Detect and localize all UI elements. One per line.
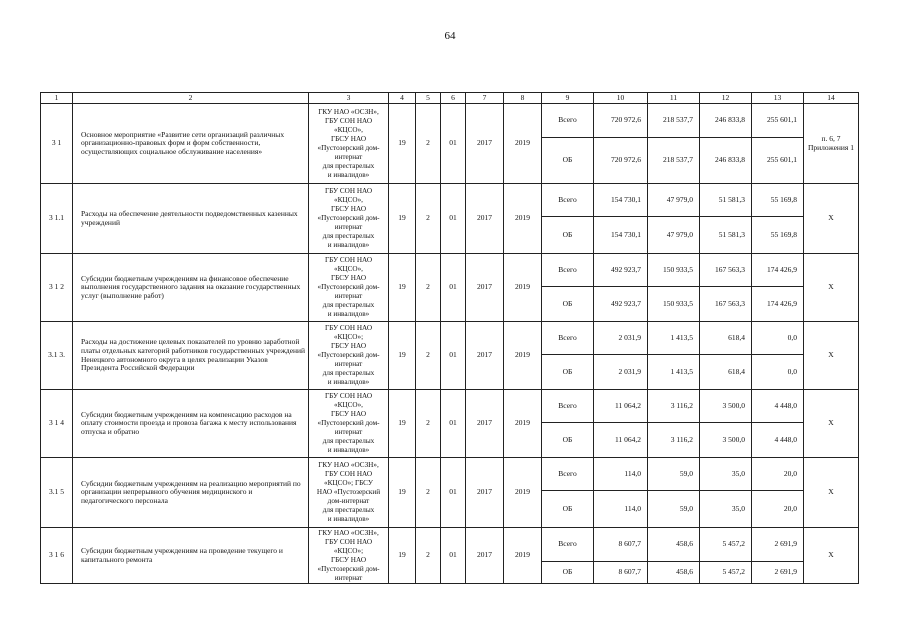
activity-name: Основное мероприятие «Развитие сети организаций различных организационно-правовых форм и форм собственности, осуществляющих социальное обслуживание населения» <box>73 104 309 184</box>
note-line: Х <box>828 350 834 360</box>
executor-line: ГБУ СОН НАО <box>324 470 373 478</box>
code-c6: 01 <box>441 104 466 184</box>
executor-cell <box>309 528 389 584</box>
executor-line: ГКУ НАО «ОСЗН», <box>318 461 379 469</box>
amount-ob-v13: 174 426,9 <box>752 287 804 322</box>
code-c6: 01 <box>441 184 466 254</box>
fund-label-ob: ОБ <box>542 491 594 528</box>
row-number: 3 1 2 <box>41 254 73 322</box>
amount-total-v13: 55 169,8 <box>752 184 804 217</box>
amount-ob-v12: 35,0 <box>700 491 752 528</box>
header-cell: 6 <box>441 93 466 104</box>
activity-name: Субсидии бюджетным учреждениям на реализацию мероприятий по организации непрерывного обучения медицинского и педагогического персонала <box>73 458 309 528</box>
table-body <box>41 93 859 584</box>
amount-ob-v10: 154 730,1 <box>594 217 648 254</box>
amount-ob-v10: 720 972,6 <box>594 138 648 184</box>
table-row <box>41 184 859 217</box>
executor-line: ГБСУ НАО <box>330 134 367 143</box>
executor-line: и инвалидов» <box>327 170 370 179</box>
amount-total-v12: 618,4 <box>700 322 752 355</box>
executor-line: «Пустозерский дом- <box>317 419 380 427</box>
amount-ob-v12: 51 581,3 <box>700 217 752 254</box>
executor-cell <box>309 104 389 184</box>
fund-label-total: Всего <box>542 528 594 562</box>
amount-total-v11: 3 116,2 <box>648 390 700 423</box>
header-cell: 11 <box>648 93 700 104</box>
executor-line: интернат <box>334 360 363 368</box>
row-number: 3.1 5 <box>41 458 73 528</box>
executor-line: для престарелых <box>322 161 375 170</box>
header-row <box>41 93 859 104</box>
note-cell <box>804 104 859 184</box>
amount-ob-v10: 2 031,9 <box>594 355 648 390</box>
amount-ob-v13: 0,0 <box>752 355 804 390</box>
executor-line: «Пустозерский дом- <box>317 143 380 152</box>
header-cell: 12 <box>700 93 752 104</box>
amount-ob-v10: 492 923,7 <box>594 287 648 322</box>
amount-total-v10: 154 730,1 <box>594 184 648 217</box>
amount-ob-v12: 246 833,8 <box>700 138 752 184</box>
code-c8: 2019 <box>504 184 542 254</box>
code-c4: 19 <box>389 104 416 184</box>
code-c5: 2 <box>416 104 441 184</box>
amount-ob-v13: 55 169,8 <box>752 217 804 254</box>
amount-ob-v11: 1 413,5 <box>648 355 700 390</box>
amount-total-v11: 47 979,0 <box>648 184 700 217</box>
executor-line: «Пустозерский дом- <box>317 214 380 222</box>
executor-line: и инвалидов» <box>327 310 370 318</box>
header-cell: 5 <box>416 93 441 104</box>
page-number: 64 <box>444 30 456 42</box>
amount-total-v13: 2 691,9 <box>752 528 804 562</box>
note-line: Х <box>828 282 834 292</box>
header-cell: 3 <box>309 93 389 104</box>
amount-total-v12: 51 581,3 <box>700 184 752 217</box>
amount-ob-v13: 255 601,1 <box>752 138 804 184</box>
code-c4: 19 <box>389 528 416 584</box>
executor-cell <box>309 322 389 390</box>
code-c6: 01 <box>441 390 466 458</box>
note-cell <box>804 184 859 254</box>
note-cell <box>804 254 859 322</box>
table-row <box>41 322 859 355</box>
fund-label-ob: ОБ <box>542 562 594 584</box>
row-number: 3 1 4 <box>41 390 73 458</box>
executor-cell <box>309 458 389 528</box>
executor-line: «КЦСО», <box>334 265 363 273</box>
fund-label-ob: ОБ <box>542 217 594 254</box>
header-cell: 1 <box>41 93 73 104</box>
executor-line: интернат <box>334 152 363 161</box>
executor-cell <box>309 390 389 458</box>
fund-label-total: Всего <box>542 458 594 491</box>
amount-ob-v10: 8 607,7 <box>594 562 648 584</box>
note-line: Х <box>828 418 834 428</box>
header-cell: 14 <box>804 93 859 104</box>
amount-ob-v13: 20,0 <box>752 491 804 528</box>
header-cell: 9 <box>542 93 594 104</box>
executor-cell <box>309 254 389 322</box>
table-row <box>41 528 859 562</box>
table-row <box>41 458 859 491</box>
code-c5: 2 <box>416 184 441 254</box>
fund-label-ob: ОБ <box>542 355 594 390</box>
amount-ob-v10: 114,0 <box>594 491 648 528</box>
code-c5: 2 <box>416 458 441 528</box>
code-c7: 2017 <box>466 528 504 584</box>
amount-total-v12: 5 457,2 <box>700 528 752 562</box>
executor-cell <box>309 184 389 254</box>
activity-name: Расходы на обеспечение деятельности подведомственных казенных учреждений <box>73 184 309 254</box>
activity-name: Субсидии бюджетным учреждениям на финансовое обеспечение выполнения государственного задания на оказание государственных услуг (выполнение работ) <box>73 254 309 322</box>
amount-total-v11: 1 413,5 <box>648 322 700 355</box>
executor-line: ГБСУ НАО <box>330 555 367 564</box>
table-row <box>41 104 859 138</box>
activity-name: Субсидии бюджетным учреждениям на проведение текущего и капитального ремонта <box>73 528 309 584</box>
executor-line: ГКУ НАО «ОСЗН», <box>318 107 379 116</box>
code-c5: 2 <box>416 322 441 390</box>
row-number: 3 1 <box>41 104 73 184</box>
executor-line: ГБУ СОН НАО <box>324 256 373 264</box>
executor-line: «Пустозерский дом- <box>317 564 380 573</box>
code-c7: 2017 <box>466 390 504 458</box>
executor-line: НАО «Пустозерский <box>316 488 381 496</box>
amount-total-v13: 174 426,9 <box>752 254 804 287</box>
executor-line: для престарелых <box>322 506 375 514</box>
executor-line: ГБУ СОН НАО <box>324 324 373 332</box>
code-c8: 2019 <box>504 458 542 528</box>
amount-total-v11: 458,6 <box>648 528 700 562</box>
code-c6: 01 <box>441 528 466 584</box>
header-cell: 7 <box>466 93 504 104</box>
executor-line: интернат <box>334 573 363 582</box>
executor-line: интернат <box>334 223 363 231</box>
executor-line: ГБУ СОН НАО <box>324 187 373 195</box>
code-c7: 2017 <box>466 322 504 390</box>
code-c4: 19 <box>389 184 416 254</box>
program-table <box>40 92 859 584</box>
executor-line: для престарелых <box>322 369 375 377</box>
code-c6: 01 <box>441 322 466 390</box>
executor-line: для престарелых <box>322 232 375 240</box>
amount-total-v11: 150 933,5 <box>648 254 700 287</box>
fund-label-total: Всего <box>542 322 594 355</box>
executor-line: ГКУ НАО «ОСЗН», <box>318 528 379 537</box>
executor-line: и инвалидов» <box>327 515 370 523</box>
code-c4: 19 <box>389 390 416 458</box>
note-line: Приложения 1 <box>808 142 854 152</box>
amount-total-v10: 720 972,6 <box>594 104 648 138</box>
executor-line: ГБСУ НАО <box>330 205 367 213</box>
executor-line: «Пустозерский дом- <box>317 283 380 291</box>
row-number: 3 1 6 <box>41 528 73 584</box>
fund-label-total: Всего <box>542 254 594 287</box>
fund-label-ob: ОБ <box>542 287 594 322</box>
executor-line: дом-интернат <box>327 497 370 505</box>
amount-total-v12: 3 500,0 <box>700 390 752 423</box>
executor-line: «КЦСО»; ГБСУ <box>324 479 373 487</box>
row-number: 3.1 3. <box>41 322 73 390</box>
row-number: 3 1.1 <box>41 184 73 254</box>
fund-label-total: Всего <box>542 104 594 138</box>
amount-ob-v13: 2 691,9 <box>752 562 804 584</box>
code-c6: 01 <box>441 254 466 322</box>
executor-line: «КЦСО», <box>334 125 363 134</box>
note-cell <box>804 390 859 458</box>
amount-total-v13: 20,0 <box>752 458 804 491</box>
header-cell: 8 <box>504 93 542 104</box>
amount-ob-v12: 3 500,0 <box>700 423 752 458</box>
note-line: Х <box>828 550 834 560</box>
code-c7: 2017 <box>466 458 504 528</box>
code-c7: 2017 <box>466 104 504 184</box>
executor-line: и инвалидов» <box>327 446 370 454</box>
executor-line: ГБУ СОН НАО <box>324 537 373 546</box>
code-c8: 2019 <box>504 390 542 458</box>
code-c6: 01 <box>441 458 466 528</box>
executor-line: интернат <box>334 292 363 300</box>
code-c8: 2019 <box>504 254 542 322</box>
executor-line: «КЦСО»; <box>333 546 364 555</box>
amount-ob-v11: 218 537,7 <box>648 138 700 184</box>
executor-line: ГБСУ НАО <box>330 274 367 282</box>
code-c8: 2019 <box>504 104 542 184</box>
table-row <box>41 254 859 287</box>
executor-line: «КЦСО»; <box>333 333 364 341</box>
executor-line: ГБУ СОН НАО <box>324 392 373 400</box>
code-c7: 2017 <box>466 184 504 254</box>
amount-total-v12: 246 833,8 <box>700 104 752 138</box>
amount-total-v13: 0,0 <box>752 322 804 355</box>
amount-ob-v10: 11 064,2 <box>594 423 648 458</box>
amount-ob-v11: 458,6 <box>648 562 700 584</box>
code-c5: 2 <box>416 390 441 458</box>
executor-line: для престарелых <box>322 301 375 309</box>
executor-line: интернат <box>334 428 363 436</box>
executor-line: «КЦСО», <box>334 401 363 409</box>
executor-line: «КЦСО», <box>334 196 363 204</box>
amount-total-v12: 35,0 <box>700 458 752 491</box>
amount-ob-v12: 167 563,3 <box>700 287 752 322</box>
note-cell <box>804 458 859 528</box>
fund-label-ob: ОБ <box>542 423 594 458</box>
activity-name: Субсидии бюджетным учреждениям на компенсацию расходов на оплату стоимости проезда и провоза багажа к месту использования отпуска и обратно <box>73 390 309 458</box>
amount-total-v10: 2 031,9 <box>594 322 648 355</box>
code-c5: 2 <box>416 254 441 322</box>
executor-line: и инвалидов» <box>327 241 370 249</box>
header-cell: 10 <box>594 93 648 104</box>
amount-total-v11: 218 537,7 <box>648 104 700 138</box>
amount-total-v10: 114,0 <box>594 458 648 491</box>
executor-line: «Пустозерский дом- <box>317 351 380 359</box>
amount-total-v13: 255 601,1 <box>752 104 804 138</box>
amount-ob-v11: 3 116,2 <box>648 423 700 458</box>
note-cell <box>804 322 859 390</box>
amount-ob-v11: 59,0 <box>648 491 700 528</box>
amount-ob-v11: 150 933,5 <box>648 287 700 322</box>
executor-line: ГБУ СОН НАО <box>324 116 373 125</box>
code-c4: 19 <box>389 458 416 528</box>
note-line: п. 6, 7 <box>821 133 841 143</box>
executor-line: ГБСУ НАО <box>330 342 367 350</box>
table-row <box>41 390 859 423</box>
amount-total-v11: 59,0 <box>648 458 700 491</box>
fund-label-total: Всего <box>542 184 594 217</box>
header-cell: 13 <box>752 93 804 104</box>
code-c8: 2019 <box>504 322 542 390</box>
fund-label-ob: ОБ <box>542 138 594 184</box>
code-c8: 2019 <box>504 528 542 584</box>
header-cell: 4 <box>389 93 416 104</box>
note-line: Х <box>828 487 834 497</box>
code-c5: 2 <box>416 528 441 584</box>
executor-line: и инвалидов» <box>327 378 370 386</box>
amount-total-v10: 11 064,2 <box>594 390 648 423</box>
code-c7: 2017 <box>466 254 504 322</box>
note-cell <box>804 528 859 584</box>
executor-line: для престарелых <box>322 437 375 445</box>
note-line: Х <box>828 213 834 223</box>
amount-total-v10: 492 923,7 <box>594 254 648 287</box>
amount-ob-v11: 47 979,0 <box>648 217 700 254</box>
code-c4: 19 <box>389 322 416 390</box>
amount-total-v12: 167 563,3 <box>700 254 752 287</box>
amount-ob-v13: 4 448,0 <box>752 423 804 458</box>
code-c4: 19 <box>389 254 416 322</box>
executor-line: ГБСУ НАО <box>330 410 367 418</box>
amount-total-v10: 8 607,7 <box>594 528 648 562</box>
fund-label-total: Всего <box>542 390 594 423</box>
amount-total-v13: 4 448,0 <box>752 390 804 423</box>
amount-ob-v12: 618,4 <box>700 355 752 390</box>
activity-name: Расходы на достижение целевых показателей по уровню заработной платы отдельных категорий работников государственных учреждений Ненецкого автономного округа в целях реализации Указов Президента Российской Федерации <box>73 322 309 390</box>
amount-ob-v12: 5 457,2 <box>700 562 752 584</box>
header-cell: 2 <box>73 93 309 104</box>
